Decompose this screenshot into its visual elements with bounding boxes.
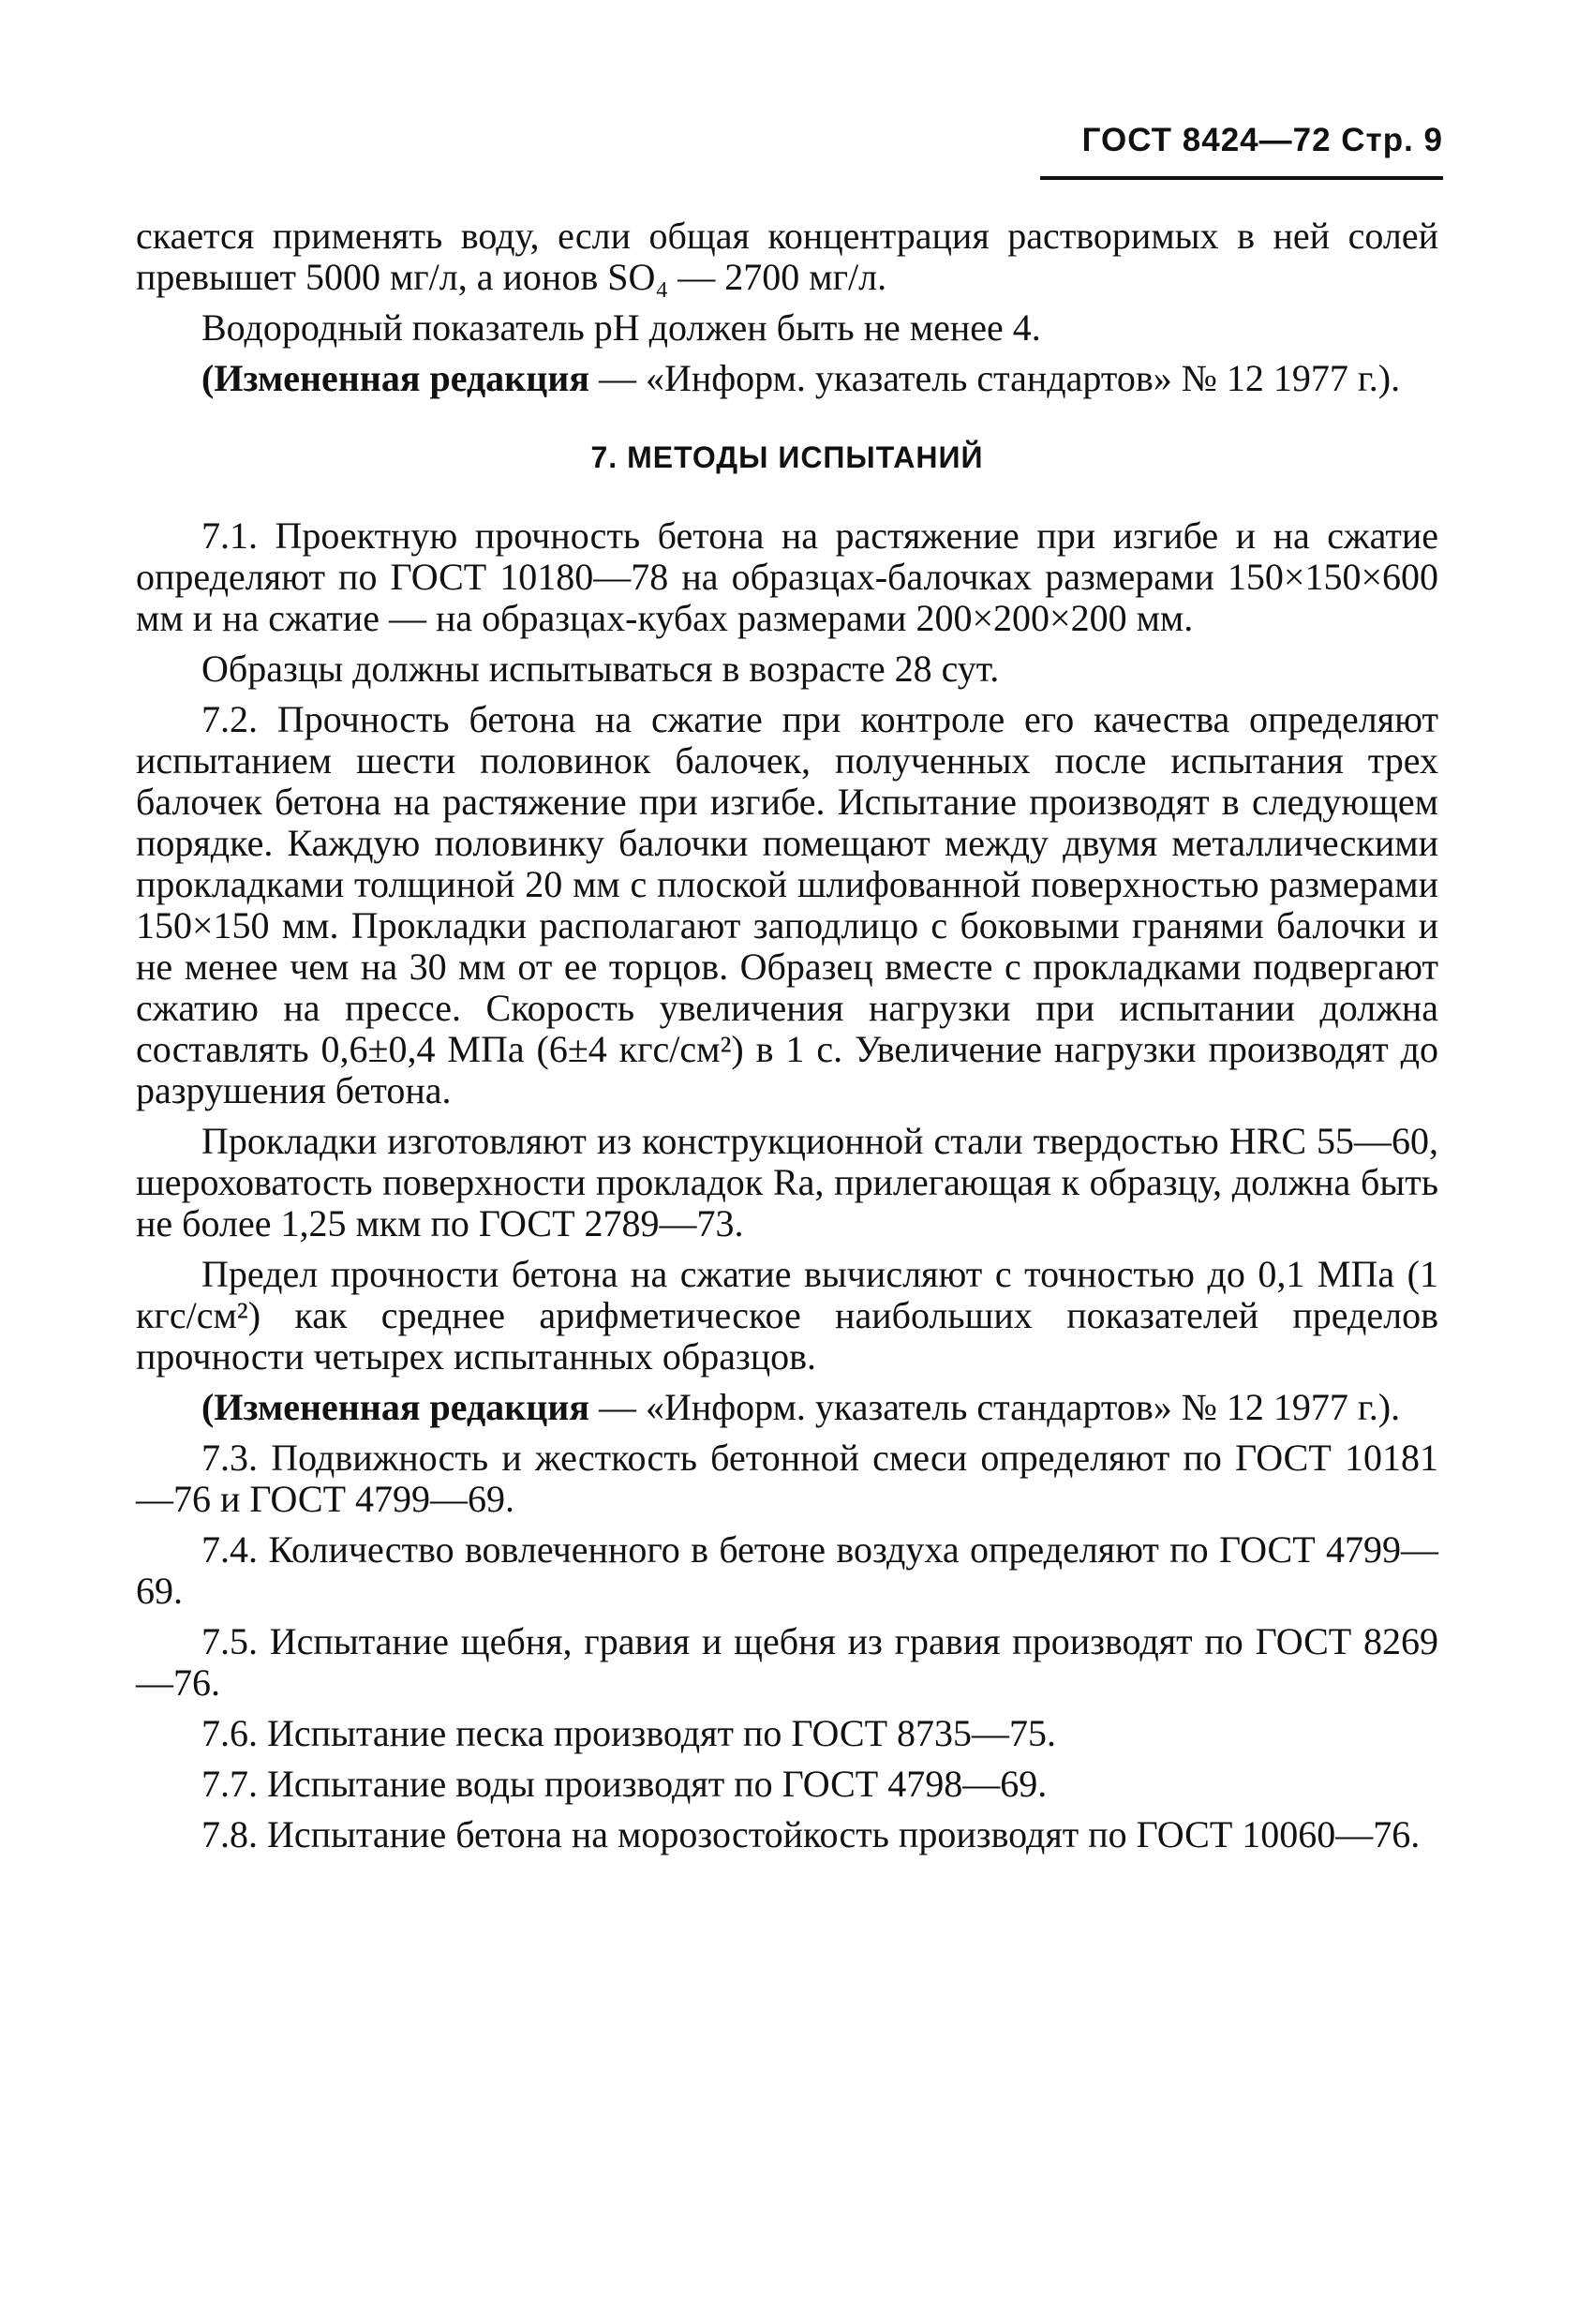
paragraph: 7.5. Испытание щебня, гравия и щебня из гравия производят по ГОСТ 8269—76.: [136, 1620, 1438, 1704]
amendment-note-lead: (Измененная редакция: [201, 1386, 589, 1428]
header-rule: [1040, 176, 1443, 180]
amendment-note-lead: (Измененная редакция: [201, 357, 589, 399]
section-title: 7. МЕТОДЫ ИСПЫТАНИЙ: [590, 440, 984, 474]
paragraph: 7.7. Испытание воды производят по ГОСТ 4798—69.: [201, 1763, 1048, 1805]
paragraph: 7.3. Подвижность и жесткость бетонной смеси определяют по ГОСТ 10181—76 и ГОСТ 4799—69.: [136, 1437, 1438, 1520]
amendment-note: [136, 1387, 1438, 1428]
paragraph: 7.8. Испытание бетона на морозостойкость производят по ГОСТ 10060—76.: [201, 1813, 1421, 1855]
paragraph: 7.2. Прочность бетона на сжатие при контроле его качества определяют испытанием шести половинок балочек, полученных после испытания трех балочек бетона на растяжение при изгибе. Испытание производят в следующем порядке. Каждую половинку балочки помещают между двумя металлическими прокладками толщиной 20 мм с плоской шлифованной поверхностью размерами 150×150 мм. Прокладки располагают заподлицо с боковыми гранями балочки и не менее чем на 30 мм от ее торцов. Образец вместе с прокладками подвергают сжатию на прессе. Скорость увеличения нагрузки при испытании должна составлять 0,6±0,4 МПа (6±4 кгс/см²) в 1 с. Увеличение нагрузки производят до разрушения бетона.: [136, 698, 1438, 1111]
paragraph: Водородный показатель рН должен быть не менее 4.: [201, 306, 1041, 349]
paragraph: Предел прочности бетона на сжатие вычисляют с точностью до 0,1 МПа (1 кгс/см²) как среднее арифметическое наибольших показателей пределов прочности четырех испытанных образцов.: [136, 1253, 1438, 1378]
amendment-note: [136, 358, 1438, 399]
paragraph: Прокладки изготовляют из конструкционной стали твердостью HRC 55—60, шероховатость поверхности прокладок Ra, прилегающая к образцу, должна быть не более 1,25 мкм по ГОСТ 2789—73.: [136, 1120, 1438, 1244]
amendment-note-rest: — «Информ. указатель стандартов» № 12 1977 г.).: [588, 357, 1401, 399]
paragraph: 7.4. Количество вовлеченного в бетоне воздуха определяют по ГОСТ 4799—69.: [136, 1528, 1438, 1612]
paragraph: Образцы должны испытываться в возрасте 28 сут.: [201, 648, 1000, 690]
header-text: ГОСТ 8424—72 Стр. 9: [1081, 122, 1443, 158]
amendment-note-rest: — «Информ. указатель стандартов» № 12 1977 г.).: [588, 1386, 1401, 1428]
paragraph: 7.6. Испытание песка производят по ГОСТ 8735—75.: [201, 1712, 1057, 1754]
paragraph: 7.1. Проектную прочность бетона на растяжение при изгибе и на сжатие определяют по ГОСТ 10180—78 на образцах-балочках размерами 150×150×600 мм и на сжатие — на образцах-кубах размерами 200×200×200 мм.: [136, 514, 1438, 639]
paragraph: скается применять воду, если общая концентрация растворимых в ней солей превышет 5000 мг/л, а ионов SO₄ — 2700 мг/л.: [136, 215, 1438, 298]
document-body: [136, 216, 1438, 1865]
page-header: [1082, 122, 1443, 159]
